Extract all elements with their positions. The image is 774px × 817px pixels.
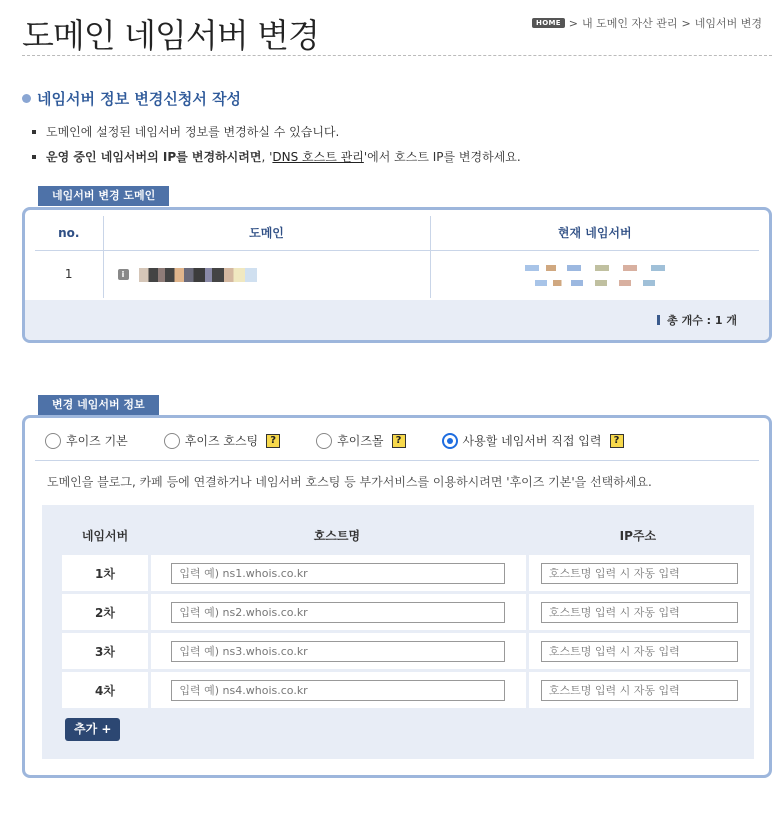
column-header-nameserver: 현재 네임서버 [430,216,759,250]
ip-input-2[interactable]: 호스트명 입력 시 자동 입력 [541,602,738,623]
radio-direct-input[interactable] [442,432,624,449]
column-header-ip: IP주소 [619,528,657,543]
question-icon[interactable]: ? [610,434,624,448]
table-row [62,594,750,630]
radio-circle[interactable] [316,433,332,449]
hostname-cell [148,555,526,591]
table-row [62,633,750,669]
home-icon[interactable]: HOME [532,18,565,28]
notice-item [30,145,521,170]
dns-host-manage-link[interactable]: DNS 호스트 관리 [272,150,364,164]
title-divider [22,55,772,56]
radio-circle-selected[interactable] [442,433,458,449]
hostname-cell [148,594,526,630]
domain-section-tag: 네임서버 변경 도메인 [38,186,169,206]
ip-cell [526,594,750,630]
nameserver-label: 1차 [62,555,148,591]
column-header-domain: 도메인 [103,216,430,250]
nameserver-cell [430,250,759,298]
nameserver-label: 2차 [62,594,148,630]
ip-cell [526,672,750,708]
column-header-hostname: 호스트명 [313,528,361,543]
radio-circle[interactable] [45,433,61,449]
page-title: 도메인 네임서버 변경 [22,16,319,55]
hostname-input-2[interactable]: 입력 예) ns2.whois.co.kr [171,602,505,623]
table-header-row [35,216,759,250]
section-heading-text: 네임서버 정보 변경신청서 작성 [37,90,242,108]
row-number: 1 [64,267,73,282]
ns-info-box [22,415,772,778]
domain-cell [103,250,430,298]
hostname-input-4[interactable]: 입력 예) ns4.whois.co.kr [171,680,505,701]
divider [35,460,759,461]
question-icon[interactable]: ? [266,434,280,448]
radio-whois-mall[interactable] [316,432,405,449]
redacted-domain [139,268,257,282]
hostname-input-1[interactable]: 입력 예) ns1.whois.co.kr [171,563,505,584]
breadcrumb-item-current: 네임서버 변경 [694,17,762,30]
ip-input-3[interactable]: 호스트명 입력 시 자동 입력 [541,641,738,662]
redacted-nameserver [535,280,655,286]
notice-bold-text: 운영 중인 네임서버의 IP를 변경하시려면 [46,150,262,164]
question-icon[interactable]: ? [392,434,406,448]
radio-label: 후이즈몰 [337,434,384,448]
column-header-nameserver: 네임서버 [81,528,129,543]
radio-whois-basic[interactable] [45,432,128,449]
radio-circle[interactable] [164,433,180,449]
notice-list [30,120,521,170]
breadcrumb [532,15,762,31]
table-header-row [62,518,750,552]
nameserver-input-panel [42,505,754,759]
add-nameserver-button[interactable]: 추가 + [65,718,120,741]
ns-section-tag: 변경 네임서버 정보 [38,395,159,415]
redacted-nameserver [525,265,665,271]
ip-cell [526,555,750,591]
notice-item: 도메인에 설정된 네임서버 정보를 변경하실 수 있습니다. [30,120,521,145]
ip-cell [526,633,750,669]
radio-whois-hosting[interactable] [164,432,280,449]
table-row [35,250,759,298]
breadcrumb-separator: > [568,16,579,30]
breadcrumb-separator: > [681,16,691,30]
hostname-cell [148,633,526,669]
radio-label: 후이즈 기본 [66,434,128,448]
radio-label: 후이즈 호스팅 [184,434,259,448]
ip-input-4[interactable]: 호스트명 입력 시 자동 입력 [541,680,738,701]
hostname-cell [148,672,526,708]
total-count: 총 개수 : 1 개 [657,312,737,328]
nameserver-table [62,515,750,711]
section-heading [22,88,241,109]
table-row [62,672,750,708]
domain-table-box [22,207,772,343]
column-header-no: no. [35,216,103,250]
domain-table [35,216,759,298]
info-icon[interactable]: i [118,269,129,280]
hint-text: 도메인을 블로그, 카페 등에 연결하거나 네임서버 호스팅 등 부가서비스를 이용하시려면 '후이즈 기본'을 선택하세요. [47,475,652,489]
radio-label: 사용할 네임서버 직접 입력 [462,434,602,448]
nameserver-label: 4차 [62,672,148,708]
hostname-input-3[interactable]: 입력 예) ns3.whois.co.kr [171,641,505,662]
nameserver-label: 3차 [62,633,148,669]
ns-type-radio-group [45,432,624,449]
notice-quote-open: ' [265,150,273,164]
ip-input-1[interactable]: 호스트명 입력 시 자동 입력 [541,563,738,584]
notice-comma: , [261,150,266,164]
circle-bullet-icon [22,94,31,103]
breadcrumb-item-asset[interactable]: 내 도메인 자산 관리 [582,17,678,30]
notice-rest: '에서 호스트 IP를 변경하세요. [363,150,521,164]
table-row [62,555,750,591]
